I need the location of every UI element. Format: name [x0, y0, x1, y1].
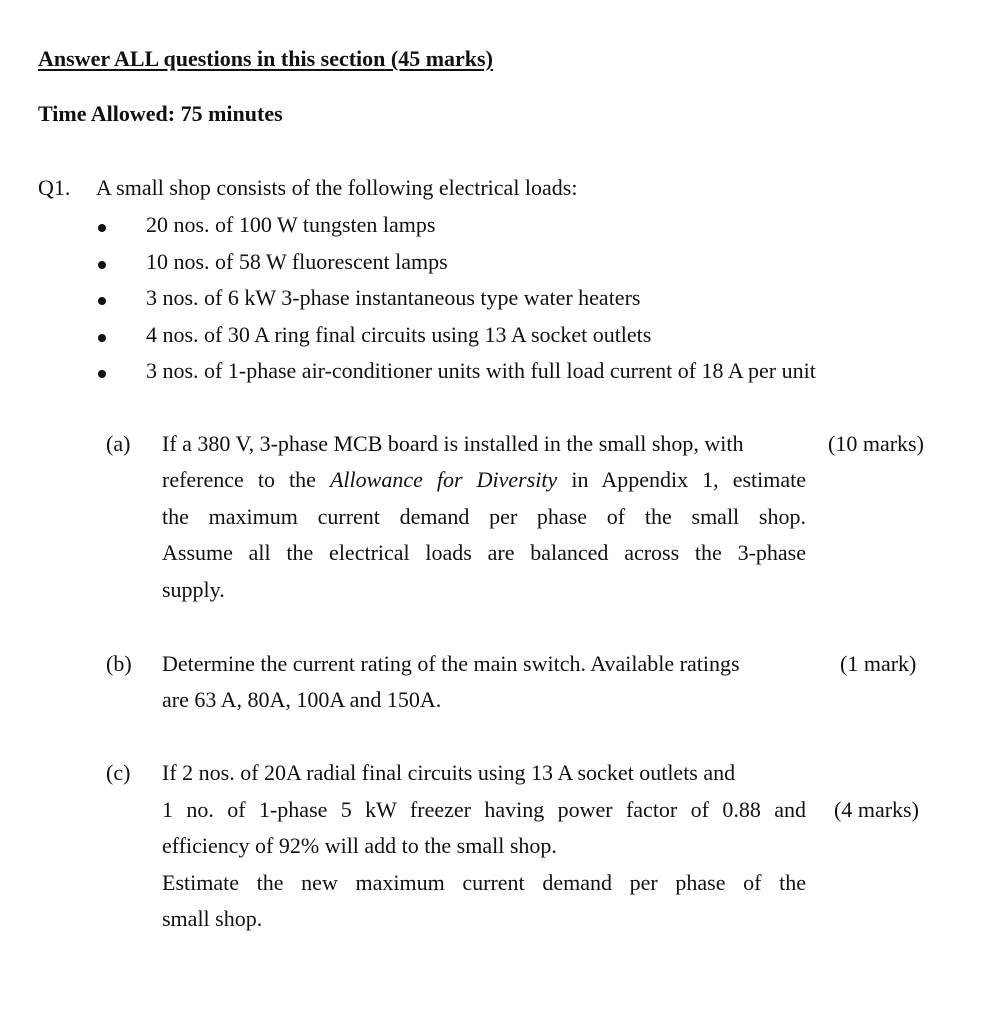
list-item: 4 nos. of 30 A ring final circuits using 13 A socket outlets — [146, 322, 652, 347]
bullet-icon — [98, 261, 106, 269]
part-c-line-3: efficiency of 92% will add to the small shop. — [162, 833, 557, 858]
part-c-line-4: Estimate the new maximum current demand per phase of the — [162, 870, 806, 895]
question-number: Q1. — [38, 175, 71, 200]
part-a-line-3: the maximum current demand per phase of the small shop. — [162, 504, 806, 529]
part-c-line-1: If 2 nos. of 20A radial final circuits using 13 A socket outlets and — [162, 760, 736, 785]
part-a-label: (a) — [106, 431, 131, 456]
part-b-line-1: Determine the current rating of the main switch. Available ratings — [162, 651, 740, 676]
part-a-marks: (10 marks) — [828, 431, 924, 456]
part-a-line-2-pre: reference to the — [162, 467, 330, 492]
time-allowed: Time Allowed: 75 minutes — [38, 101, 283, 126]
part-a-line-2 — [162, 467, 806, 493]
list-item: 10 nos. of 58 W fluorescent lamps — [146, 249, 448, 274]
bullet-icon — [98, 297, 106, 305]
part-c-line-5: small shop. — [162, 906, 263, 931]
bullet-icon — [98, 370, 106, 378]
part-c-label: (c) — [106, 760, 131, 785]
part-c-marks: (4 marks) — [834, 797, 919, 822]
part-b-label: (b) — [106, 651, 132, 676]
part-b-marks: (1 mark) — [840, 651, 917, 676]
section-title: Answer ALL questions in this section (45 marks) — [38, 46, 493, 71]
part-a-line-2-post: in Appendix 1, estimate — [571, 467, 807, 492]
bullet-icon — [98, 224, 106, 232]
question-intro: A small shop consists of the following electrical loads: — [96, 175, 578, 200]
part-a-line-1: If a 380 V, 3-phase MCB board is installed in the small shop, with — [162, 431, 744, 456]
list-item: 3 nos. of 6 kW 3-phase instantaneous type water heaters — [146, 285, 641, 310]
list-item: 20 nos. of 100 W tungsten lamps — [146, 212, 436, 237]
allowance-for-diversity-term: Allowance for Diversity — [329, 467, 558, 492]
part-a-line-4: Assume all the electrical loads are balanced across the 3-phase — [162, 540, 806, 565]
part-b-line-2: are 63 A, 80A, 100A and 150A. — [162, 687, 442, 712]
part-c-line-2: 1 no. of 1-phase 5 kW freezer having power factor of 0.88 and — [162, 797, 806, 822]
bullet-icon — [98, 334, 106, 342]
list-item: 3 nos. of 1-phase air-conditioner units with full load current of 18 A per unit — [146, 358, 816, 383]
part-a-line-5: supply. — [162, 577, 225, 602]
